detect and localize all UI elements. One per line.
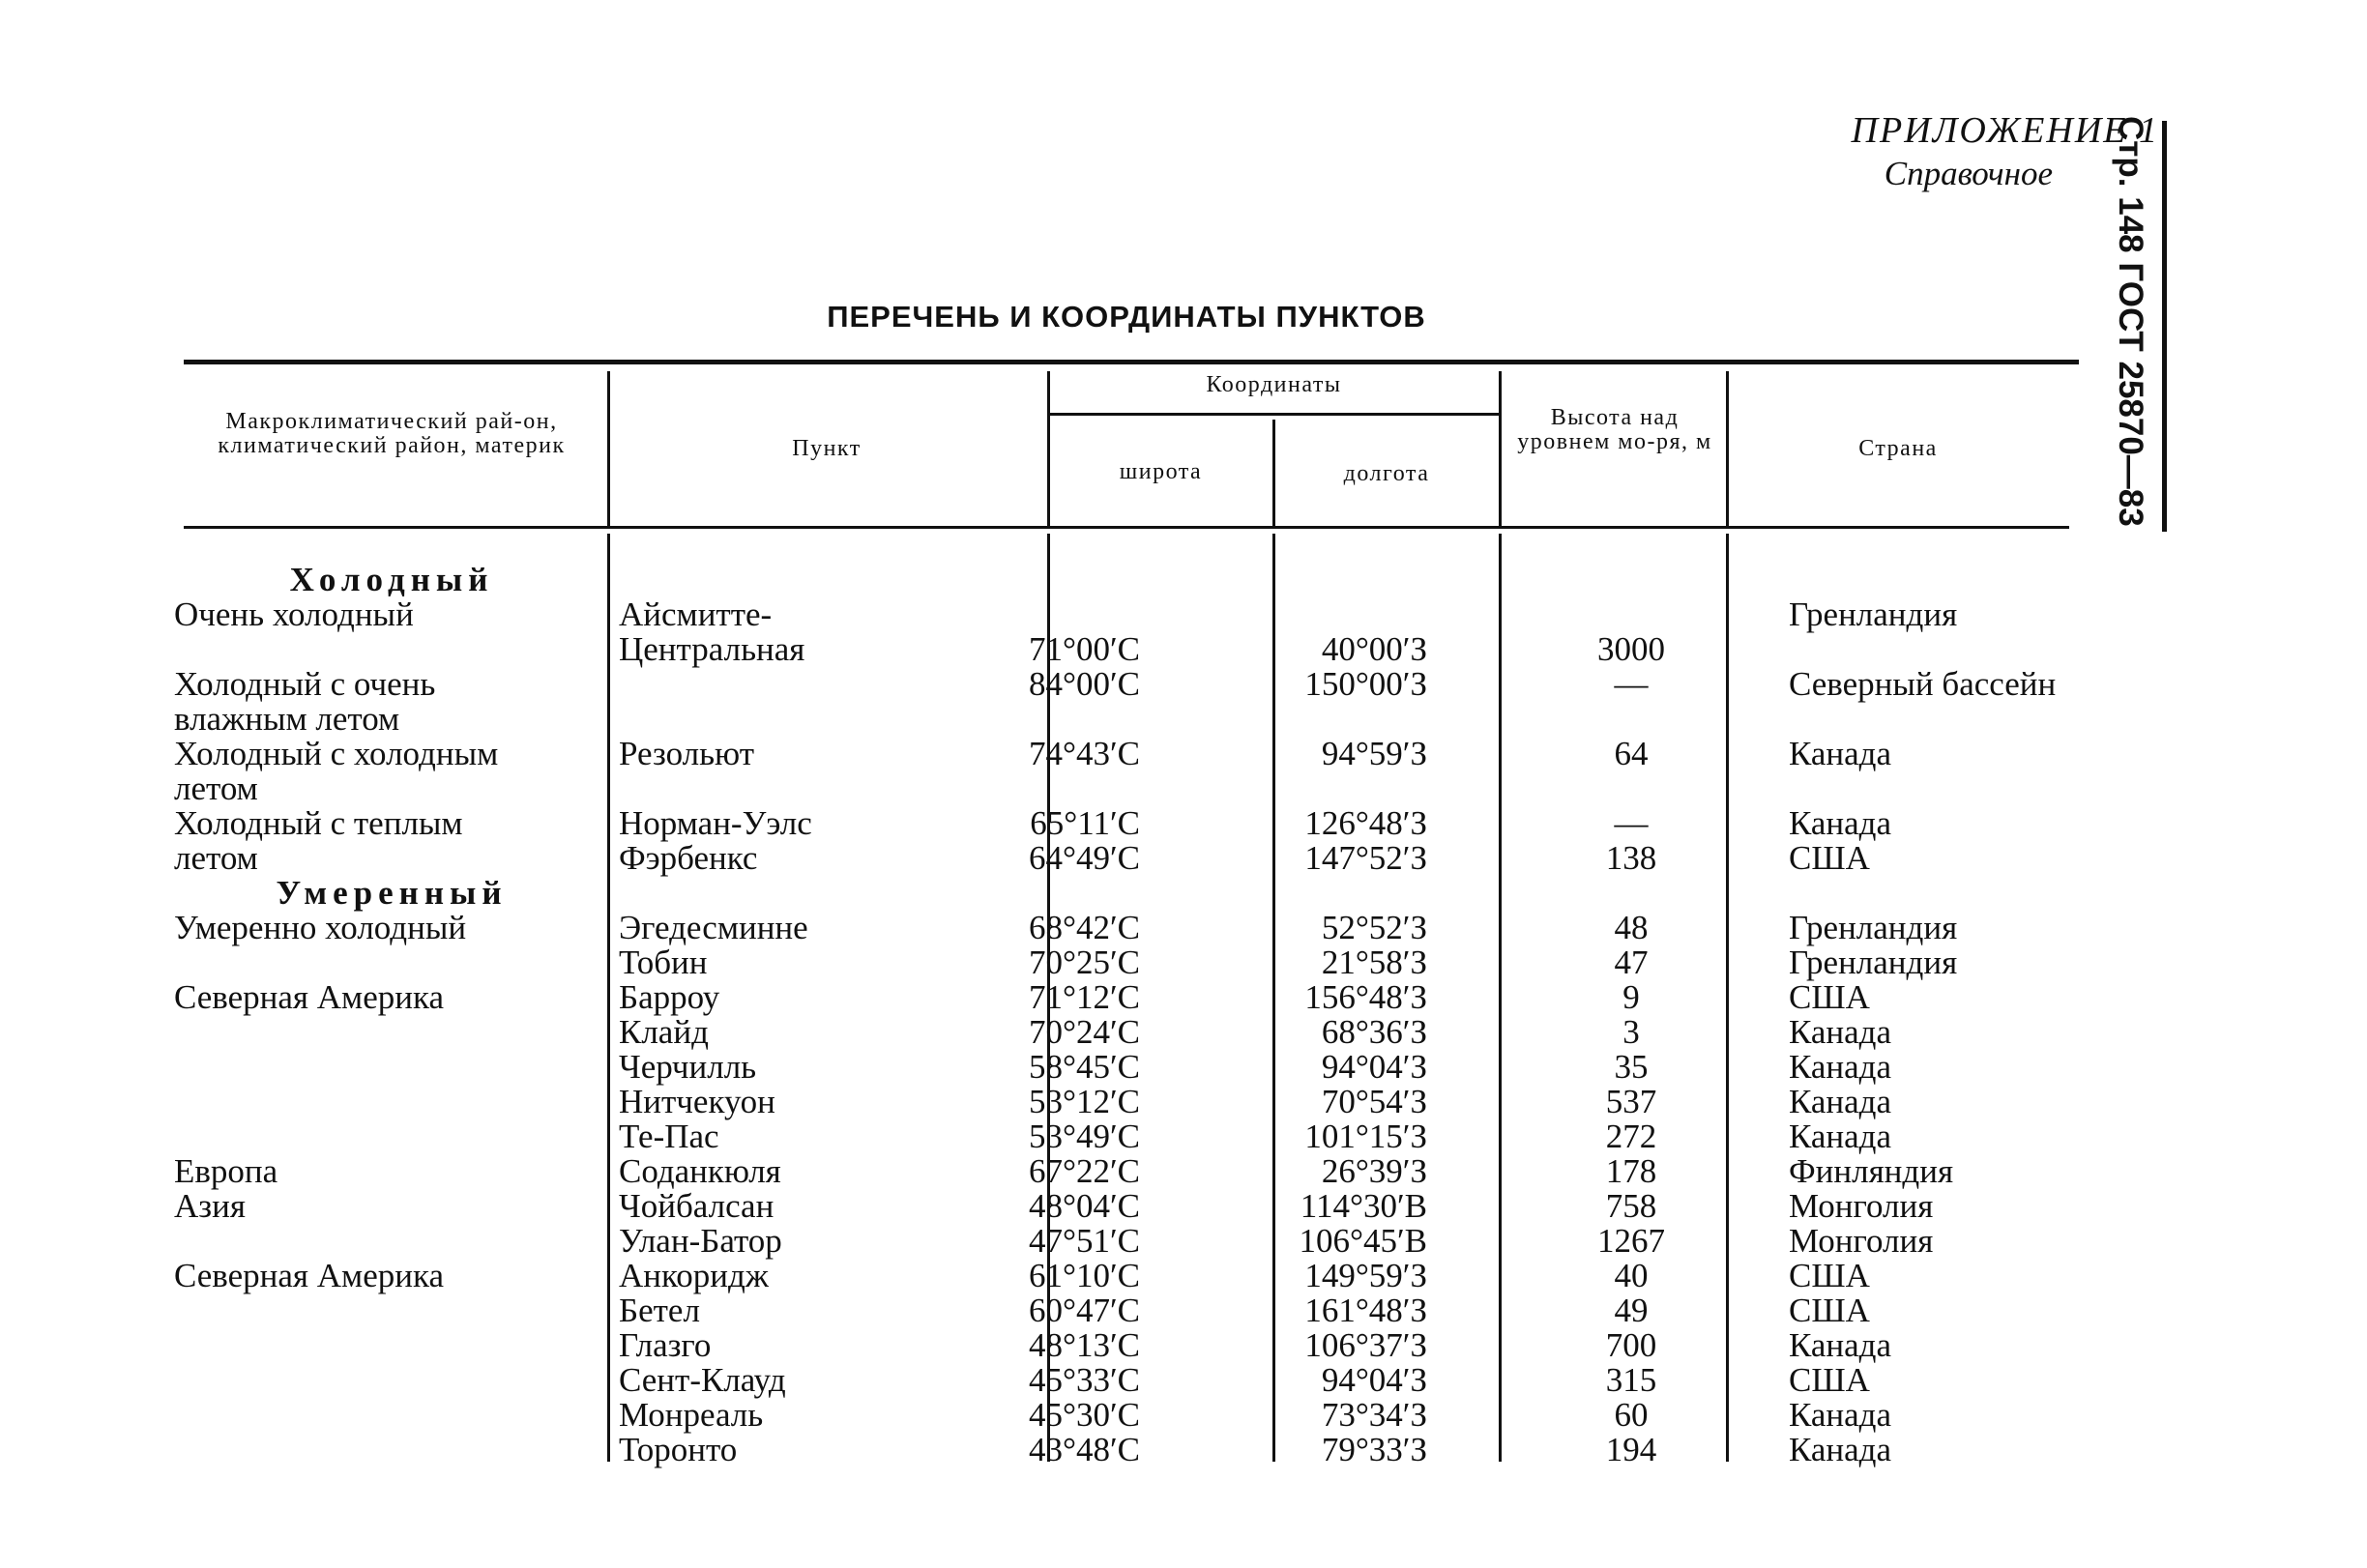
latitude-cell: 70°24′С — [1029, 1013, 1140, 1051]
page-side-header: Стр. 148 ГОСТ 25870—83 — [2112, 116, 2149, 527]
region-cell: Европа — [174, 1152, 278, 1190]
longitude-cell: 147°52′З — [1304, 839, 1427, 877]
empty-cell — [1777, 876, 2069, 911]
latitude-cell: 64°49′С — [1029, 839, 1140, 877]
point-cell: Соданкюля — [619, 1152, 781, 1190]
point-cell — [609, 771, 901, 806]
table-row — [174, 1259, 2069, 1293]
altitude-cell: 758 — [1605, 1187, 1657, 1225]
point-cell: Анкоридж — [619, 1257, 769, 1294]
longitude-cell: 40°00′З — [1321, 630, 1427, 668]
region-cell — [174, 1363, 609, 1398]
country-cell — [1777, 771, 2069, 806]
group-heading: Умеренный — [276, 874, 508, 912]
table-row — [174, 1398, 2069, 1433]
group-row — [174, 563, 2069, 597]
region-cell: влажным летом — [174, 700, 400, 738]
country-cell: Канада — [1789, 1396, 1892, 1434]
table-row — [174, 1433, 2069, 1467]
empty-cell — [609, 876, 901, 911]
region-cell: Умеренно холодный — [174, 909, 467, 946]
header-altitude: Высота над уровнем мо-ря, м — [1517, 405, 1712, 454]
table-row — [174, 1189, 2069, 1224]
point-cell: Норман-Уэлс — [619, 804, 812, 842]
altitude-cell: 49 — [1614, 1292, 1649, 1329]
longitude-cell: 114°30′В — [1300, 1187, 1427, 1225]
group-heading: Холодный — [289, 561, 494, 598]
empty-cell — [1193, 563, 1485, 597]
region-cell: Холодный с очень — [174, 665, 436, 703]
table-row — [174, 771, 2069, 806]
region-cell — [174, 1398, 609, 1433]
longitude-cell: 101°15′З — [1304, 1118, 1427, 1155]
point-cell — [609, 702, 901, 737]
country-cell: Канада — [1789, 1048, 1892, 1086]
altitude-cell: 60 — [1614, 1396, 1649, 1434]
point-cell: Резольют — [619, 735, 755, 772]
table-header-rule — [184, 526, 2069, 529]
longitude-cell: 106°45′В — [1299, 1222, 1427, 1260]
latitude-cell: 71°12′С — [1029, 978, 1140, 1016]
latitude-cell: 58°45′С — [1029, 1048, 1140, 1086]
table-top-rule — [184, 360, 2079, 364]
altitude-cell: 48 — [1614, 909, 1649, 946]
empty-cell — [1193, 876, 1485, 911]
table-row — [174, 597, 2069, 632]
altitude-cell: — — [1614, 804, 1649, 842]
country-cell: Северный бассейн — [1789, 665, 2057, 703]
longitude-cell: 106°37′З — [1304, 1326, 1427, 1364]
region-cell: летом — [174, 839, 258, 877]
region-cell: Азия — [174, 1187, 246, 1225]
table-row — [174, 667, 2069, 702]
coordinates-table — [174, 360, 2069, 1471]
latitude-cell — [901, 597, 1193, 632]
point-cell: Нитчекуон — [619, 1083, 775, 1120]
altitude-cell: 40 — [1614, 1257, 1649, 1294]
table-row — [174, 1328, 2069, 1363]
header-region: Макроклиматический рай-он, климатический район, материк — [218, 409, 566, 458]
country-cell: Монголия — [1789, 1222, 1934, 1260]
point-cell: Центральная — [619, 630, 805, 668]
altitude-cell — [1485, 771, 1777, 806]
empty-cell — [1485, 876, 1777, 911]
altitude-cell: 64 — [1614, 735, 1649, 772]
point-cell: Чойбалсан — [619, 1187, 774, 1225]
table-row — [174, 1050, 2069, 1085]
altitude-cell: 537 — [1605, 1083, 1657, 1120]
empty-cell — [901, 876, 1193, 911]
region-cell: Северная Америка — [174, 978, 444, 1016]
empty-cell — [609, 563, 901, 597]
latitude-cell: 45°33′С — [1029, 1361, 1140, 1399]
latitude-cell: 48°04′С — [1029, 1187, 1140, 1225]
latitude-cell: 84°00′С — [1029, 665, 1140, 703]
point-cell: Черчилль — [619, 1048, 757, 1086]
point-cell: Торонто — [619, 1431, 738, 1468]
header-point: Пункт — [792, 436, 862, 461]
altitude-cell: 700 — [1605, 1326, 1657, 1364]
longitude-cell: 21°58′З — [1321, 944, 1427, 981]
table-row — [174, 702, 2069, 737]
point-cell: Эгедесминне — [619, 909, 808, 946]
altitude-cell: 3 — [1622, 1013, 1640, 1051]
region-cell — [174, 945, 609, 980]
altitude-cell — [1485, 702, 1777, 737]
table-row — [174, 945, 2069, 980]
table-row — [174, 632, 2069, 667]
altitude-cell: 1267 — [1597, 1222, 1665, 1260]
longitude-cell: 79°33′З — [1321, 1431, 1427, 1468]
coordinates-subrule — [1049, 413, 1499, 416]
header-latitude: широта — [1119, 459, 1203, 484]
point-cell: Айсмитте- — [619, 595, 773, 633]
empty-cell — [1777, 563, 2069, 597]
table-row — [174, 806, 2069, 841]
appendix-subtitle: Справочное — [1884, 155, 2053, 192]
longitude-cell — [1193, 771, 1485, 806]
country-cell: Монголия — [1789, 1187, 1934, 1225]
table-row — [174, 1119, 2069, 1154]
point-cell: Фэрбенкс — [619, 839, 758, 877]
empty-cell — [1485, 563, 1777, 597]
country-cell: Гренландия — [1789, 944, 1958, 981]
latitude-cell: 68°42′С — [1029, 909, 1140, 946]
latitude-cell — [901, 771, 1193, 806]
latitude-cell: 74°43′С — [1029, 735, 1140, 772]
point-cell: Барроу — [619, 978, 720, 1016]
longitude-cell: 156°48′З — [1304, 978, 1427, 1016]
country-cell — [1777, 632, 2069, 667]
altitude-cell — [1485, 597, 1777, 632]
longitude-cell: 149°59′З — [1304, 1257, 1427, 1294]
table-row — [174, 980, 2069, 1015]
point-cell: Монреаль — [619, 1396, 764, 1434]
country-cell — [1777, 702, 2069, 737]
region-cell — [174, 1050, 609, 1085]
altitude-cell: 9 — [1622, 978, 1640, 1016]
region-cell — [174, 1224, 609, 1259]
table-row — [174, 1154, 2069, 1189]
longitude-cell: 68°36′З — [1321, 1013, 1427, 1051]
altitude-cell: 178 — [1605, 1152, 1657, 1190]
latitude-cell: 65°11′С — [1030, 804, 1140, 842]
region-cell: Холодный с теплым — [174, 804, 463, 842]
table-row — [174, 841, 2069, 876]
point-cell: Тобин — [619, 944, 708, 981]
latitude-cell: 70°25′С — [1029, 944, 1140, 981]
empty-cell — [901, 563, 1193, 597]
latitude-cell: 67°22′С — [1029, 1152, 1140, 1190]
latitude-cell: 53°49′С — [1029, 1118, 1140, 1155]
longitude-cell: 150°00′З — [1304, 665, 1427, 703]
altitude-cell: 138 — [1605, 839, 1657, 877]
latitude-cell: 60°47′С — [1029, 1292, 1140, 1329]
longitude-cell: 126°48′З — [1304, 804, 1427, 842]
table-row — [174, 737, 2069, 771]
latitude-cell: 61°10′С — [1029, 1257, 1140, 1294]
altitude-cell: 272 — [1605, 1118, 1657, 1155]
latitude-cell: 71°00′С — [1029, 630, 1140, 668]
country-cell: Канада — [1789, 1013, 1892, 1051]
table-row — [174, 1363, 2069, 1398]
region-cell: Очень холодный — [174, 595, 414, 633]
region-cell: Холодный с холодным — [174, 735, 499, 772]
region-cell — [174, 1119, 609, 1154]
country-cell: Гренландия — [1789, 909, 1958, 946]
region-cell — [174, 1015, 609, 1050]
country-cell: Канада — [1789, 1326, 1892, 1364]
region-cell — [174, 632, 609, 667]
latitude-cell: 48°13′С — [1029, 1326, 1140, 1364]
region-cell: Северная Америка — [174, 1257, 444, 1294]
longitude-cell: 94°04′З — [1321, 1048, 1427, 1086]
longitude-cell: 94°59′З — [1321, 735, 1427, 772]
table-row — [174, 1085, 2069, 1119]
longitude-cell: 52°52′З — [1321, 909, 1427, 946]
country-cell: Гренландия — [1789, 595, 1958, 633]
country-cell: США — [1789, 1361, 1870, 1399]
country-cell: Финляндия — [1789, 1152, 1954, 1190]
table-row — [174, 911, 2069, 945]
country-cell: Канада — [1789, 735, 1892, 772]
point-cell: Те-Пас — [619, 1118, 719, 1155]
latitude-cell: 45°30′С — [1029, 1396, 1140, 1434]
point-cell: Улан-Батор — [619, 1222, 782, 1260]
altitude-cell: 3000 — [1597, 630, 1665, 668]
longitude-cell: 70°54′З — [1321, 1083, 1427, 1120]
longitude-cell: 94°04′З — [1321, 1361, 1427, 1399]
latitude-cell — [901, 702, 1193, 737]
region-cell: летом — [174, 769, 258, 807]
latitude-cell: 43°48′С — [1029, 1431, 1140, 1468]
altitude-cell: 315 — [1605, 1361, 1657, 1399]
point-cell: Бетел — [619, 1292, 700, 1329]
latitude-cell: 53°12′С — [1029, 1083, 1140, 1120]
longitude-cell — [1193, 702, 1485, 737]
region-cell — [174, 1328, 609, 1363]
latitude-cell: 47°51′С — [1029, 1222, 1140, 1260]
altitude-cell: 194 — [1605, 1431, 1657, 1468]
country-cell: США — [1789, 839, 1870, 877]
table-row — [174, 1015, 2069, 1050]
document-title: ПЕРЕЧЕНЬ И КООРДИНАТЫ ПУНКТОВ — [827, 300, 1426, 334]
region-cell — [174, 1085, 609, 1119]
table-body — [174, 563, 2069, 1467]
longitude-cell: 26°39′З — [1321, 1152, 1427, 1190]
table-row — [174, 1293, 2069, 1328]
point-cell: Клайд — [619, 1013, 709, 1051]
longitude-cell: 73°34′З — [1321, 1396, 1427, 1434]
header-country: Страна — [1858, 436, 1938, 461]
altitude-cell: 47 — [1614, 944, 1649, 981]
header-coordinates: Координаты — [1206, 372, 1342, 397]
header-longitude: долгота — [1343, 461, 1430, 486]
point-cell: Глазго — [619, 1326, 712, 1364]
region-cell — [174, 1293, 609, 1328]
point-cell: Сент-Клауд — [619, 1361, 786, 1399]
country-cell: США — [1789, 1292, 1870, 1329]
country-cell: Канада — [1789, 1083, 1892, 1120]
country-cell: США — [1789, 1257, 1870, 1294]
side-rule — [2162, 121, 2167, 532]
longitude-cell: 161°48′З — [1304, 1292, 1427, 1329]
appendix-title: ПРИЛОЖЕНИЕ 1 — [1851, 110, 2159, 151]
country-cell: Канада — [1789, 804, 1892, 842]
table-row — [174, 1224, 2069, 1259]
altitude-cell: 35 — [1614, 1048, 1649, 1086]
point-cell — [609, 667, 901, 702]
region-cell — [174, 1433, 609, 1467]
altitude-cell: — — [1614, 665, 1649, 703]
longitude-cell — [1193, 597, 1485, 632]
country-cell: Канада — [1789, 1431, 1892, 1468]
group-row — [174, 876, 2069, 911]
header-divider — [1499, 371, 1502, 529]
country-cell: США — [1789, 978, 1870, 1016]
country-cell: Канада — [1789, 1118, 1892, 1155]
